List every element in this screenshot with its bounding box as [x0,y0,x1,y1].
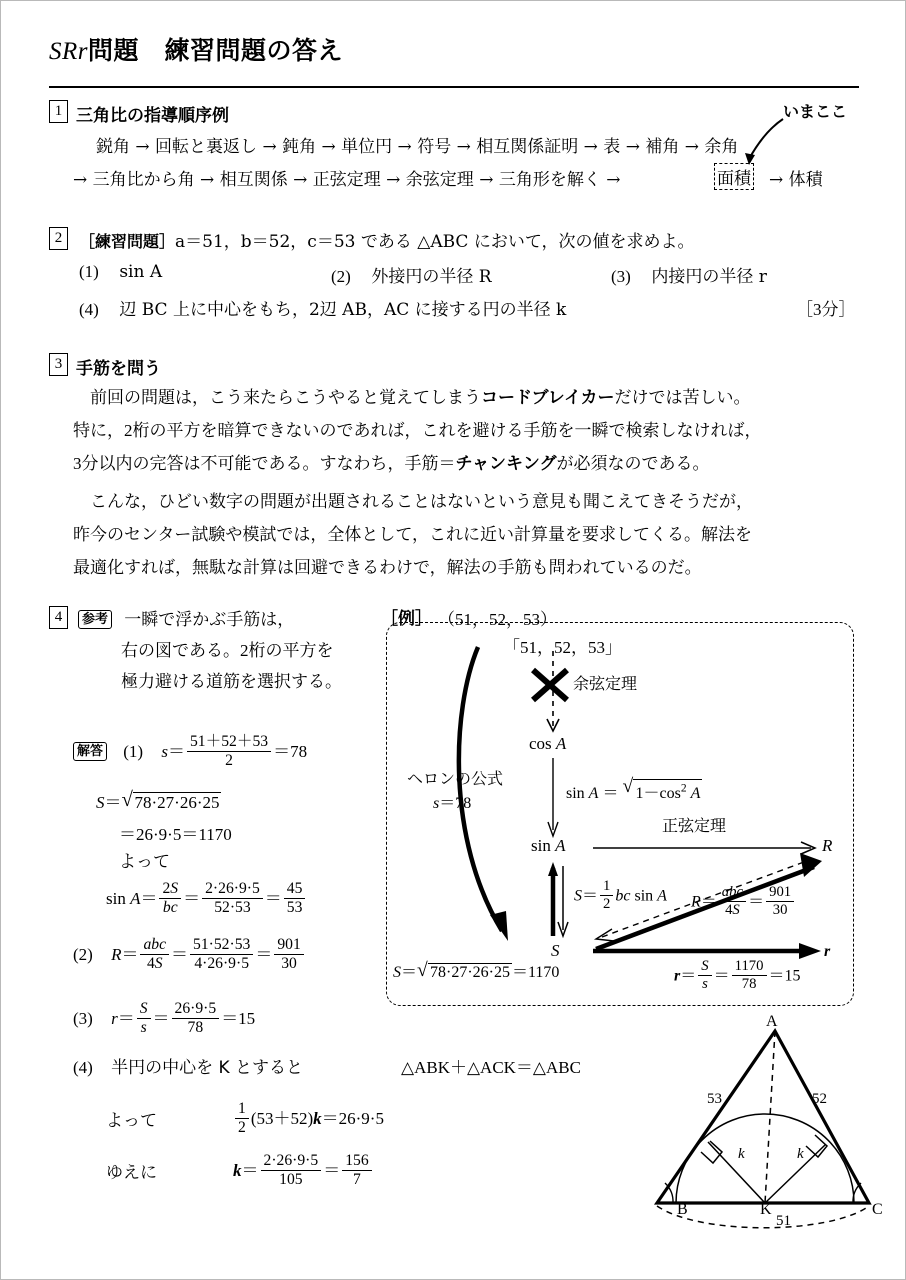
p1-l3-b: が必須なのである。 [556,454,710,473]
answer-1-expr-2: S＝ √ 78·27·26·25 [96,788,221,813]
triangle-radius-right-label: k [797,1146,804,1162]
answer-4-triangle-identity: △ABK＋△ACK＝△ABC [401,1058,581,1077]
practice-item-1-no: (1) [79,262,99,281]
flow-edge-R-value: R＝ $\frac{\text{abc}}{4S}$ ＝ $\frac{901}{30}$ [691,885,796,921]
example-label: ［例］ [381,609,432,628]
flow-node-sin: sin A [531,836,566,855]
triangle-radius-left-label: k [738,1146,745,1162]
section-number-2: 2 [49,227,68,250]
answer-1-yotte: よって [119,852,170,871]
triangle-vertex-b-label: B [677,1201,688,1218]
flow-edge-heron-value: s＝78 [433,795,472,812]
practice-item-3-no: (3) [611,267,631,286]
flow-node-S: S [551,941,560,960]
flow-node-r: r [824,943,831,960]
answer-4-line-1: 半円の中心を K とすると [111,1058,304,1078]
triangle-side-ac-label: 52 [812,1091,827,1107]
answer-3-expr: r＝ $\frac{S}{s}$ ＝ $\frac{26\cdot 9\cdot 5}{78}$ ＝15 [111,1000,256,1036]
page-title-math: SRr [49,38,88,65]
note-line-2: 右の図である。2桁の平方を [121,641,334,660]
p1-l3-a: 3分以内の完答は不可能である。すなわち，手筋＝ [73,454,456,473]
section-number-3: 3 [49,353,68,376]
answer-4-yueni-label: ゆえに [106,1163,157,1182]
practice-statement: a＝51，b＝52，c＝53 である △ABC において，次の値を求めよ。 [175,232,695,252]
flow-node-start: 「51，52，53」 [503,638,622,657]
answer-1-expr-3: ＝26·9·5＝1170 [119,825,232,844]
body-paragraph-2-line-3: 最適化すれば，無駄な計算は回避できるわけで，解法の手筋も問われているのだ。 [73,558,702,577]
triangle-vertex-a-label: A [766,1013,778,1030]
section-heading-1: 三角比の指導順序例 [76,106,229,126]
triangle-vertex-c-label: C [872,1201,883,1218]
practice-item-2-text: 外接円の半径 R [371,267,492,287]
note-line-3: 極力避ける道筋を選択する。 [121,672,342,691]
practice-label: ［練習問題］ [79,232,176,251]
practice-time-limit: ［3分］ [796,300,856,319]
flow-node-R: R [822,836,833,855]
section-number-4: 4 [49,606,68,629]
flow-node-cos: cos A [529,734,567,753]
answer-1-expr-4: sin A＝ $\frac{2S}{bc}$ ＝ $\frac{2\cdot 26\cdot 9\cdot 5}{52\cdot 53}$ ＝ $\frac{45}{53}$ [106,881,307,919]
answer-4-expr-2: k＝ $\frac{2\cdot 26\cdot 9\cdot 5}{105}$ ＝ $\frac{156}{7}$ [233,1153,374,1191]
p1-l1-a: 前回の問題は，こう来たらこうやると覚えてしまう [73,388,481,407]
flow-edge-heron-label: ヘロンの公式 [407,771,504,788]
flow-edge-sin-from-cos-label: sin A ＝ √ $1-\cos^2$ A [566,779,702,803]
sequence-line-2b: → 体積 [769,170,823,190]
answer-4-no: (4) [73,1058,93,1077]
sequence-highlight-menseki: 面積 [714,163,754,190]
body-paragraph-1-line-3 [73,449,709,474]
body-paragraph-2-line-2: 昨今のセンター試験や模試では，全体として，これに近い計算量を要求してくる。解法を [73,525,752,544]
body-paragraph-1-line-1 [73,383,750,408]
sequence-line-2a: → 三角比から角 → 相互関係 → 正弦定理 → 余弦定理 → 三角形を解く → [73,170,621,190]
flow-edge-sin-S-double-arrow [547,858,571,948]
answer-3-no: (3) [73,1008,93,1028]
flow-edge-cosine-label: 余弦定理 [573,676,638,693]
flow-edge-sine-law-label: 正弦定理 [662,818,727,835]
answer-4-yotte-label: よって [106,1111,157,1130]
answer-1-no: (1) [123,741,144,761]
practice-item-1-text: sin A [119,262,163,282]
flow-edge-area-label: S＝ $\frac{1}{2}$ bc sin A [574,878,667,912]
page-title [49,31,343,67]
practice-item-4-text: 辺 BC 上に中心をもち，2辺 AB，AC に接する円の半径 k [119,300,567,320]
triangle-side-bc-label: 51 [776,1213,791,1229]
p1-l3-emph: チャンキング [455,454,557,474]
practice-item-2-no: (2) [331,267,351,286]
note-line-1: 一瞬で浮かぶ手筋は， [124,610,295,630]
triangle-side-ab-label: 53 [707,1091,722,1107]
page-title-jp: 問題 練習問題の答え [88,36,344,65]
p1-l1-emph: コードブレイカー [481,388,615,408]
triangle-center-k-label: K [760,1201,772,1218]
answer-2-no: (2) [73,944,93,964]
annotation-imakoko: いまここ [783,102,848,121]
answer-tag: 解答 [73,742,107,761]
example-triple: （51，52，53） [438,610,557,629]
answer-1-expr-1: s＝ $\frac{51+52+53}{2}$ ＝78 [161,733,308,769]
sequence-line-1: 鋭角 → 回転と裏返し → 鈍角 → 単位円 → 符号 → 相互関係証明 → 表 → 補角 → 余角 [96,137,739,157]
title-divider [49,86,859,88]
answer-2-expr: R＝ $\frac{\text{abc}}{4S}$ ＝ $\frac{51\cdot 52\cdot 53}{4\cdot 26\cdot 9\cdot 5}$ ＝ $\frac{901}{30}$ [111,945,306,964]
flow-edge-r-value: r＝ $\frac{S}{s}$ ＝ $\frac{1170}{78}$ ＝15 [674,958,801,992]
flow-edge-S-value: S＝ √ 78·27·26·25 ＝1170 [393,959,559,982]
triangle-figure [629,1013,897,1228]
section-number-1: 1 [49,100,68,123]
answer-4-expr-1: $\frac{1}{2}$ (53＋52)k＝26·9·5 [233,1101,384,1139]
practice-item-3-text: 内接円の半径 r [651,267,767,287]
reference-tag: 参考 [78,610,112,629]
practice-item-4-no: (4) [79,300,99,319]
section-heading-3: 手筋を問う [76,359,161,379]
body-paragraph-2-line-1: こんな，ひどい数字の問題が出題されることはないという意見も聞こえてきそうだが， [73,492,753,511]
body-paragraph-1-line-2: 特に，2桁の平方を暗算できないのであれば，これを避ける手筋を一瞬で検索しなければ， [73,421,762,440]
p1-l1-b: だけでは苦しい。 [614,388,751,407]
